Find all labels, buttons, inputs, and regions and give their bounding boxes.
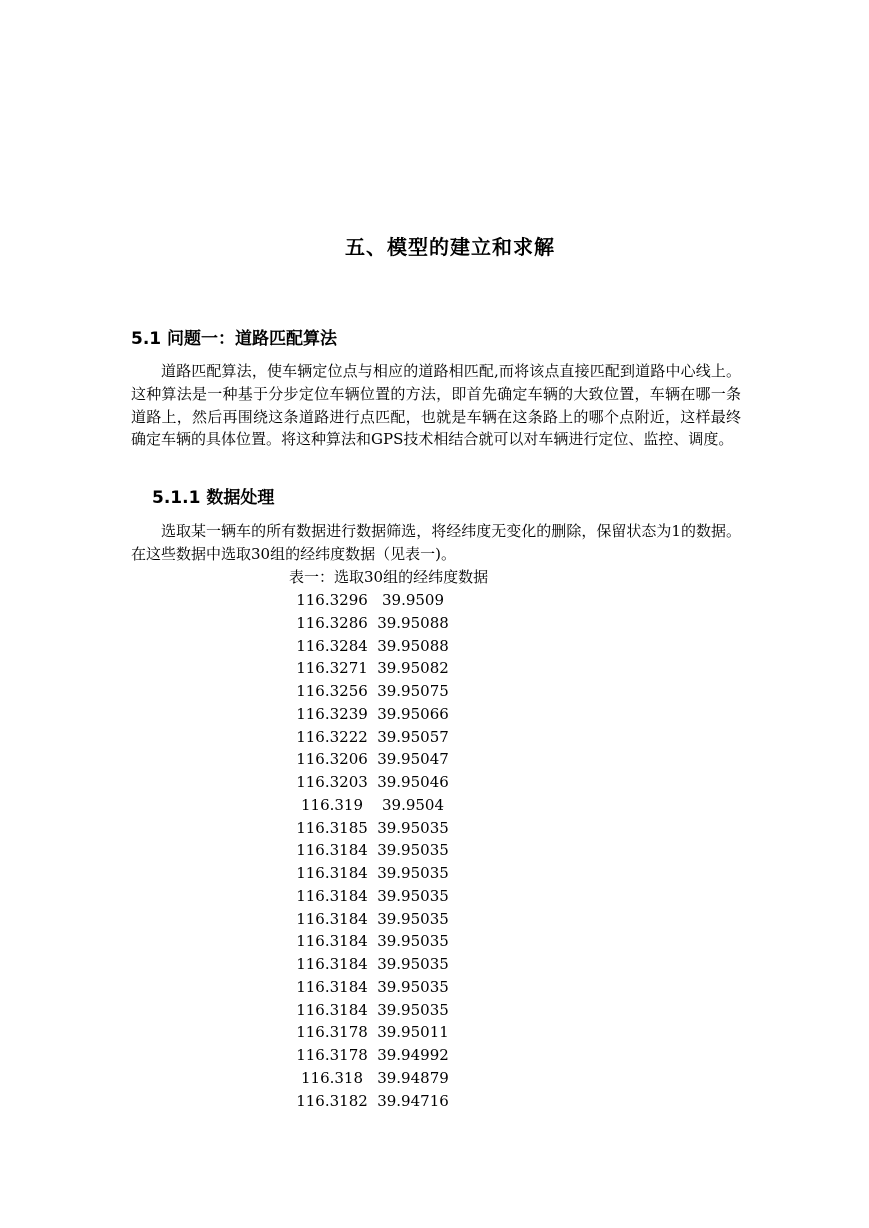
table-row (289, 862, 451, 885)
longitude-cell: 116.3184 (296, 864, 368, 882)
table-row (289, 771, 451, 794)
longitude-cell: 116.3184 (296, 886, 368, 905)
subsection-title: 5.1.1 数据处理 (152, 488, 275, 508)
latitude-cell: 39.95035 (377, 909, 449, 928)
table-row (289, 908, 451, 931)
table-row (289, 1044, 451, 1067)
longitude-cell: 116.3203 (296, 773, 368, 791)
latitude-cell: 39.9504 (381, 795, 445, 814)
longitude-cell: 116.3178 (296, 1046, 368, 1064)
latitude-cell: 39.95082 (377, 659, 449, 678)
longitude-cell: 116.3206 (296, 750, 368, 769)
latitude-cell: 39.94992 (377, 1046, 449, 1064)
table-row (289, 999, 451, 1022)
latitude-cell: 39.95035 (377, 864, 449, 882)
longitude-cell: 116.3284 (296, 636, 368, 655)
latitude-cell: 39.95057 (377, 727, 449, 746)
table-row (289, 657, 451, 680)
table-row (289, 794, 451, 817)
latitude-cell: 39.95035 (377, 955, 449, 973)
table-row (289, 635, 451, 658)
longitude-cell: 116.3296 (296, 591, 368, 609)
latitude-cell: 39.95011 (377, 1023, 449, 1042)
latitude-cell: 39.95088 (377, 613, 449, 632)
table-row (289, 1090, 451, 1113)
chapter-title: 五、模型的建立和求解 (345, 235, 555, 259)
latitude-cell: 39.95035 (377, 841, 449, 860)
latitude-cell: 39.95035 (377, 932, 449, 951)
longitude-cell: 116.3184 (296, 1000, 368, 1019)
latitude-cell: 39.95066 (377, 704, 449, 723)
latitude-cell: 39.95035 (377, 886, 449, 905)
table-caption: 表一：选取30组的经纬度数据 (289, 568, 489, 586)
table-row (289, 680, 451, 703)
latitude-cell: 39.95046 (377, 773, 449, 791)
latitude-cell: 39.95088 (377, 636, 449, 655)
section-title: 5.1 问题一：道路匹配算法 (131, 329, 338, 349)
latitude-cell: 39.9509 (381, 591, 445, 609)
table-row (289, 726, 451, 749)
longitude-cell: 116.3222 (296, 727, 368, 746)
table-row (289, 976, 451, 999)
latitude-cell: 39.95035 (377, 818, 449, 837)
longitude-cell: 116.3239 (296, 704, 368, 723)
table-row (289, 612, 451, 635)
table-row (289, 589, 451, 612)
longitude-cell: 116.3184 (296, 932, 368, 951)
longitude-cell: 116.3271 (296, 659, 368, 678)
longitude-cell: 116.3256 (296, 682, 368, 700)
longitude-cell: 116.319 (300, 795, 364, 814)
longitude-cell: 116.3184 (296, 955, 368, 973)
table-row (289, 748, 451, 771)
table-row (289, 1021, 451, 1044)
latitude-cell: 39.94716 (377, 1091, 449, 1110)
longitude-cell: 116.3286 (296, 613, 368, 632)
latitude-cell: 39.95047 (377, 750, 449, 769)
latitude-cell: 39.95075 (377, 682, 449, 700)
table-row (289, 839, 451, 862)
latitude-cell: 39.95035 (377, 977, 449, 996)
table-row (289, 703, 451, 726)
subsection-paragraph: 选取某一辆车的所有数据进行数据筛选，将经纬度无变化的删除，保留状态为1的数据。在这些数据中选取30组的经纬度数据（见表一)。 (131, 522, 741, 563)
coordinate-table (289, 589, 451, 1112)
table-row (289, 817, 451, 840)
latitude-cell: 39.94879 (377, 1068, 449, 1087)
longitude-cell: 116.3178 (296, 1023, 368, 1042)
longitude-cell: 116.318 (300, 1068, 364, 1087)
table-row (289, 1067, 451, 1090)
table-row (289, 885, 451, 908)
longitude-cell: 116.3184 (296, 909, 368, 928)
longitude-cell: 116.3184 (296, 977, 368, 996)
longitude-cell: 116.3184 (296, 841, 368, 860)
section-paragraph: 道路匹配算法，使车辆定位点与相应的道路相匹配,而将该点直接匹配到道路中心线上。这种算法是一种基于分步定位车辆位置的方法，即首先确定车辆的大致位置，车辆在哪一条道路上，然后再围绕这条道路进行点匹配，也就是车辆在这条路上的哪个点附近，这样最终确定车辆的具体位置。将这种算法和GPS技术相结合就可以对车辆进行定位、监控、调度。 (131, 362, 741, 449)
longitude-cell: 116.3185 (296, 818, 368, 837)
latitude-cell: 39.95035 (377, 1000, 449, 1019)
table-row (289, 953, 451, 976)
longitude-cell: 116.3182 (296, 1091, 368, 1110)
table-row (289, 930, 451, 953)
